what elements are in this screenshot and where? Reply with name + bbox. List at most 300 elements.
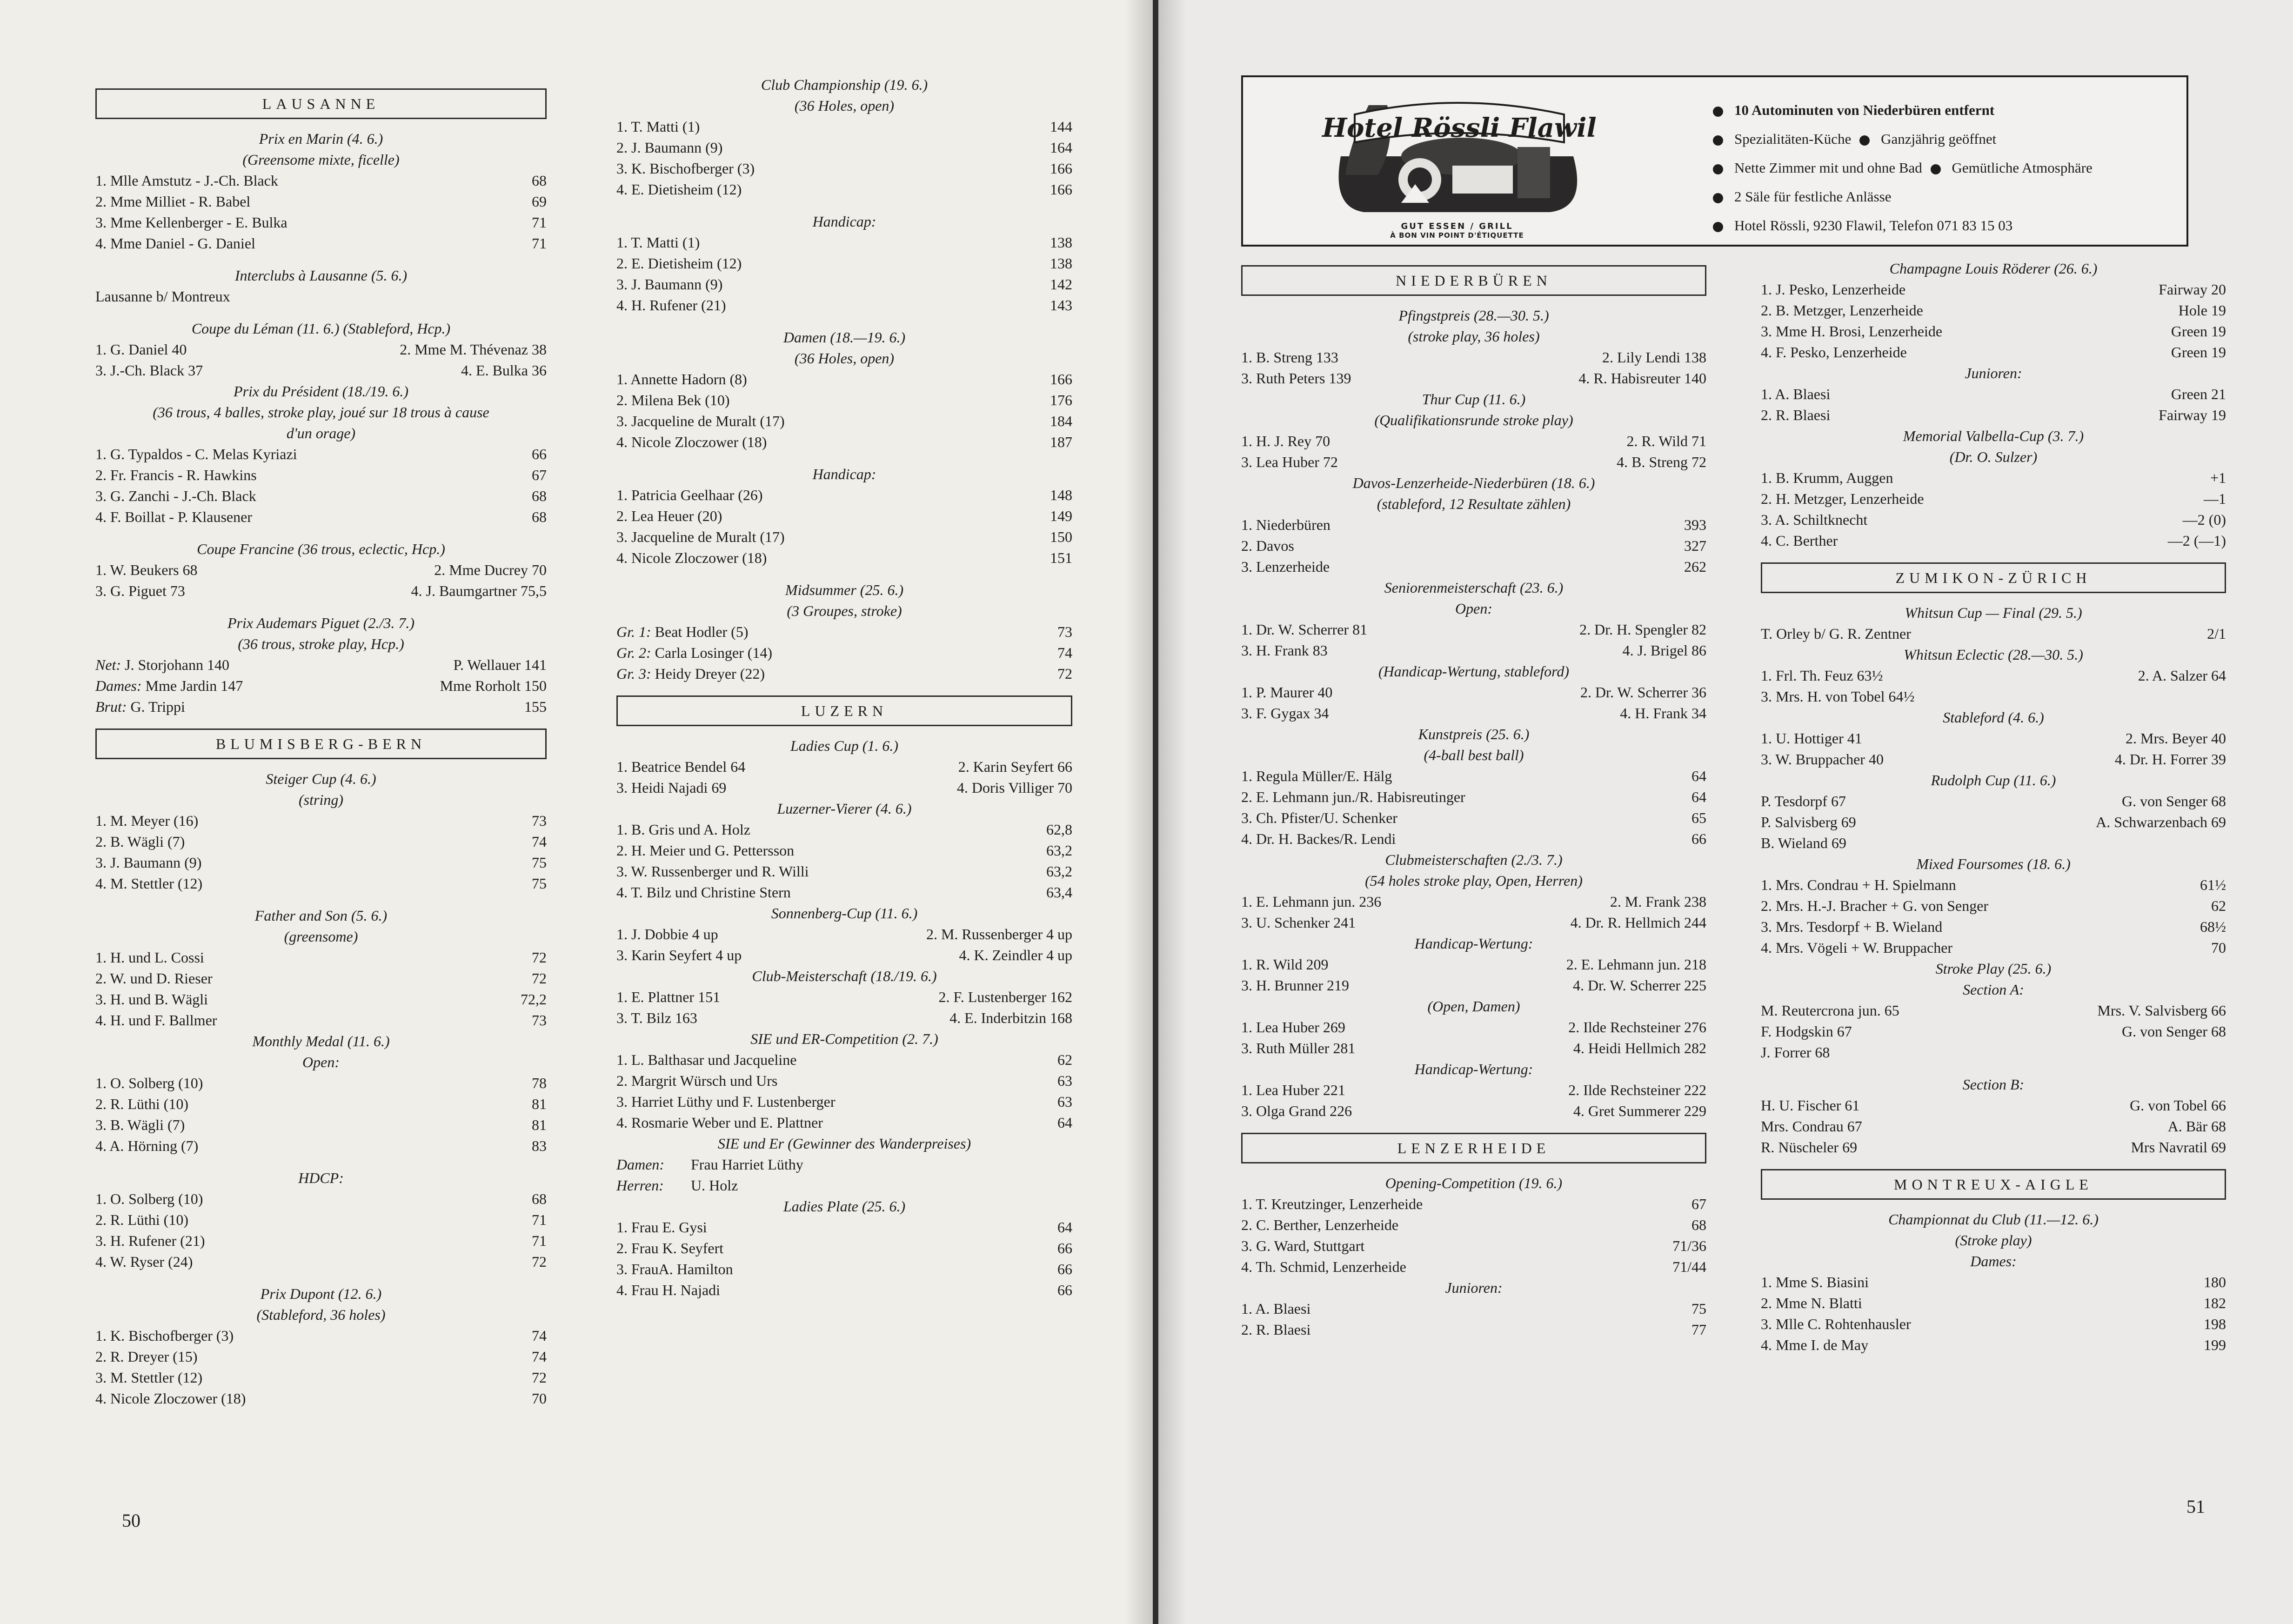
competition-title: SIE und Er (Gewinner des Wanderpreises) — [717, 1135, 971, 1152]
competition-title: (Stableford, 36 holes) — [256, 1306, 386, 1323]
competition-title: (Dr. O. Sulzer) — [1949, 448, 2038, 465]
entry-text: 2. R. Lüthi (10) — [95, 1096, 188, 1112]
hotel-logo-sub2: À BON VIN POINT D'ÉTIQUETTE — [1390, 231, 1524, 240]
entry-text: 4. Heidi Hellmich 282 — [1573, 1040, 1706, 1056]
entry-text: 1. M. Meyer (16) — [95, 812, 199, 829]
club-section-header: ZUMIKON-ZÜRICH — [1761, 562, 2226, 593]
result-row — [1761, 321, 2226, 342]
entry-text: 4. Nicole Zloczower (18) — [616, 434, 767, 450]
result-row — [616, 819, 1072, 840]
hotel-logo-sub: GUT ESSEN / GRILL — [1401, 221, 1513, 231]
competition-title: Monthly Medal (11. 6.) — [252, 1033, 390, 1049]
entry-text: 2. Ilde Rechsteiner 222 — [1568, 1082, 1706, 1098]
ad-text-3b: Gemütliche Atmosphäre — [1952, 160, 2092, 176]
entry-text: 75 — [532, 875, 547, 892]
entry-text: 68 — [532, 508, 547, 525]
competition-title: (Qualifikationsrunde stroke play) — [1374, 412, 1573, 428]
competition-title: Opening-Competition (19. 6.) — [1385, 1175, 1563, 1191]
entry-text: 3. H. Frank 83 — [1241, 642, 1328, 659]
entry-text: 2. Frau K. Seyfert — [616, 1240, 724, 1256]
entry-text: 81 — [532, 1116, 547, 1133]
result-row — [95, 191, 547, 212]
entry-text: 68 — [1691, 1216, 1706, 1233]
entry-text: 4. Doris Villiger 70 — [956, 779, 1072, 796]
competition-title: Junioren: — [1445, 1279, 1503, 1296]
entry-text: 1. O. Solberg (10) — [95, 1190, 203, 1207]
entry-text: 1. Beatrice Bendel 64 — [616, 758, 746, 775]
entry-text: 4. Dr. H. Backes/R. Lendi — [1241, 830, 1396, 847]
labeled-result-row — [616, 1175, 1072, 1196]
spacer — [616, 568, 1072, 580]
entry-text: 4. E. Bulka 36 — [461, 362, 547, 379]
entry-text: 3. Mrs. H. von Tobel 64½ — [1761, 688, 1915, 705]
competition-title: Kunstpreis (25. 6.) — [1418, 726, 1530, 742]
result-row-pair — [616, 756, 1072, 777]
entry-text: 1. H. und L. Cossi — [95, 949, 204, 966]
competition-title: Whitsun Eclectic (28.—30. 5.) — [1904, 646, 2083, 663]
entry-text: 4. E. Dietisheim (12) — [616, 181, 742, 198]
entry-text: 3. Olga Grand 226 — [1241, 1103, 1352, 1119]
ad-line-5 — [1713, 211, 2092, 240]
competition-title: HDCP: — [298, 1170, 344, 1186]
entry-text: 1. T. Kreutzinger, Lenzerheide — [1241, 1196, 1423, 1212]
competition-title: Coupe Francine (36 trous, eclectic, Hcp.) — [197, 541, 445, 557]
entry-text: 1. Frl. Th. Feuz 63½ — [1761, 667, 1883, 684]
competition-title: Rudolph Cup (11. 6.) — [1931, 772, 2056, 789]
competition-title: Thur Cup (11. 6.) — [1422, 391, 1526, 408]
result-row-pair — [1761, 728, 2226, 749]
result-row — [1241, 556, 1706, 577]
entry-text: Mrs. Condrau 67 — [1761, 1118, 1862, 1135]
entry-text: 1. A. Blaesi — [1241, 1300, 1311, 1317]
entry-text: 3. G. Ward, Stuttgart — [1241, 1237, 1365, 1254]
entry-text: 2. Fr. Francis - R. Hawkins — [95, 467, 257, 483]
entry-text: 67 — [1691, 1196, 1706, 1212]
entry-text: 70 — [2211, 939, 2226, 956]
entry-text: Hole 19 — [2178, 302, 2226, 319]
result-row — [95, 1010, 547, 1031]
entry-text: 2. M. Russenberger 4 up — [926, 926, 1072, 942]
competition-title: Whitsun Cup — Final (29. 5.) — [1905, 604, 2082, 621]
entry-text — [1993, 686, 2226, 707]
result-row — [1241, 829, 1706, 849]
entry-text: 2. Karin Seyfert 66 — [958, 758, 1072, 775]
result-row — [616, 1259, 1072, 1280]
entry-text: —2 (—1) — [2167, 532, 2226, 549]
entry-text: 74 — [532, 833, 547, 850]
result-row — [1241, 1256, 1706, 1277]
entry-text: 149 — [1050, 508, 1072, 524]
entry-text: 64 — [1057, 1219, 1072, 1236]
result-row — [95, 873, 547, 894]
result-row-pair — [1761, 1116, 2226, 1137]
competition-title: Seniorenmeisterschaft (23. 6.) — [1384, 579, 1564, 596]
spacer — [1761, 1063, 2226, 1074]
competition-title: Dames: — [1970, 1253, 2017, 1270]
entry-text: 4. H. und F. Ballmer — [95, 1012, 217, 1029]
result-row — [616, 179, 1072, 200]
competition-title: (Stroke play) — [1955, 1232, 2032, 1249]
result-row — [616, 295, 1072, 316]
entry-text: 3. H. Rufener (21) — [95, 1232, 205, 1249]
entry-text: Carla Losinger (14) — [651, 644, 773, 661]
bullet-icon — [1713, 164, 1723, 174]
competition-title: Davos-Lenzerheide-Niederbüren (18. 6.) — [1352, 475, 1595, 491]
competition-title: Open: — [302, 1054, 340, 1070]
competition-title: Ladies Cup (1. 6.) — [790, 737, 898, 754]
entry-text: 74 — [532, 1327, 547, 1344]
result-row — [1761, 509, 2226, 530]
result-row-pair — [1241, 1017, 1706, 1038]
result-row — [616, 1217, 1072, 1238]
result-row — [616, 1091, 1072, 1112]
hotel-logo-name: Hotel Rössli Flawil — [1322, 113, 1597, 143]
competition-title: (54 holes stroke play, Open, Herren) — [1365, 872, 1583, 889]
result-row — [95, 286, 547, 307]
entry-text: 1. B. Gris und A. Holz — [616, 821, 750, 838]
entry-text: 1. K. Bischofberger (3) — [95, 1327, 234, 1344]
entry-text: 63 — [1057, 1093, 1072, 1110]
spacer — [95, 1272, 547, 1283]
result-row — [616, 253, 1072, 274]
competition-title: (36 trous, stroke play, Hcp.) — [238, 635, 404, 652]
entry-text: 3. Mme Kellenberger - E. Bulka — [95, 214, 287, 231]
competition-title: Memorial Valbella-Cup (3. 7.) — [1903, 428, 2084, 444]
result-row — [95, 1388, 547, 1409]
competition-title: Ladies Plate (25. 6.) — [783, 1198, 906, 1215]
labeled-entry — [616, 642, 772, 663]
entry-text: 1. Mme S. Biasini — [1761, 1274, 1869, 1290]
labeled-result-row — [616, 663, 1072, 684]
entry-text: 2. Davos — [1241, 537, 1294, 554]
result-row-pair — [1761, 1000, 2226, 1021]
entry-text: 64 — [1057, 1114, 1072, 1131]
entry-text: 3. Lea Huber 72 — [1241, 454, 1338, 470]
result-row — [95, 507, 547, 528]
labeled-result-row — [616, 642, 1072, 663]
result-row-pair — [1241, 912, 1706, 933]
hotel-logo-tagline — [1313, 221, 1601, 240]
entry-text: 3. H. Brunner 219 — [1241, 977, 1349, 994]
entry-text: 72 — [532, 970, 547, 987]
entry-text: 2. Mme N. Blatti — [1761, 1295, 1862, 1311]
labeled-entry — [616, 622, 748, 642]
result-row — [616, 840, 1072, 861]
result-row — [616, 1280, 1072, 1301]
entry-text: 75 — [1691, 1300, 1706, 1317]
entry-text: 199 — [2204, 1337, 2226, 1353]
result-row — [95, 968, 547, 989]
entry-text: 3. M. Stettler (12) — [95, 1369, 203, 1386]
entry-text: 2. J. Baumann (9) — [616, 139, 723, 156]
entry-text: 2. Margrit Würsch und Urs — [616, 1072, 778, 1089]
bullet-icon — [1713, 193, 1723, 203]
entry-text: 63,4 — [1046, 884, 1072, 901]
competition-title: Champagne Louis Röderer (26. 6.) — [1889, 260, 2098, 277]
result-row — [1761, 384, 2226, 405]
result-row-pair — [1761, 812, 2226, 833]
entry-text: 4. W. Ryser (24) — [95, 1253, 193, 1270]
entry-text: 2. Mrs. H.-J. Bracher + G. von Senger — [1761, 897, 1989, 914]
entry-text: 2. Mme Ducrey 70 — [434, 561, 547, 578]
competition-title: SIE und ER-Competition (2. 7.) — [750, 1030, 938, 1047]
competition-title: (4-ball best ball) — [1424, 747, 1524, 763]
entry-text: 63,2 — [1046, 863, 1072, 880]
entry-text: 2. E. Lehmann jun. 218 — [1566, 956, 1706, 973]
entry-text: 3. Harriet Lüthy und F. Lustenberger — [616, 1093, 836, 1110]
entry-text: 2. Mme Milliet - R. Babel — [95, 193, 251, 210]
result-row — [95, 1115, 547, 1136]
result-row — [1241, 787, 1706, 808]
result-row — [95, 831, 547, 852]
entry-text — [1993, 833, 2226, 854]
result-row — [95, 810, 547, 831]
ad-text-5: Hotel Rössli, 9230 Flawil, Telefon 071 83 15 03 — [1734, 217, 2013, 234]
result-row — [95, 989, 547, 1010]
entry-text: 4. H. Rufener (21) — [616, 297, 726, 314]
entry-text: 166 — [1050, 371, 1072, 388]
result-row-pair — [1241, 452, 1706, 473]
entry-text: 68 — [532, 488, 547, 504]
result-row — [1761, 1335, 2226, 1356]
result-row — [1241, 766, 1706, 787]
result-row-pair — [1241, 975, 1706, 996]
entry-text: 166 — [1050, 160, 1072, 177]
entry-text: 2/1 — [2207, 625, 2226, 642]
entry-text: 1. R. Wild 209 — [1241, 956, 1329, 973]
spacer — [1761, 1158, 2226, 1169]
entry-text: Damen: — [616, 1156, 665, 1173]
entry-text: 63 — [1057, 1072, 1072, 1089]
labeled-result-row — [616, 1154, 1072, 1175]
competition-title: (stroke play, 36 holes) — [1408, 328, 1540, 345]
competition-title: Sonnenberg-Cup (11. 6.) — [771, 905, 918, 922]
result-row-pair — [1761, 749, 2226, 770]
entry-text: —1 — [2204, 490, 2226, 507]
competition-title: Prix Audemars Piguet (2./3. 7.) — [227, 615, 414, 631]
result-row — [616, 1070, 1072, 1091]
entry-text: 4. C. Berther — [1761, 532, 1838, 549]
result-row — [616, 485, 1072, 506]
entry-text: Gr. 2: — [616, 644, 651, 661]
entry-text: Herren: — [616, 1177, 664, 1194]
entry-text: 1. A. Blaesi — [1761, 386, 1831, 402]
entry-text: 62 — [2211, 897, 2226, 914]
competition-title: (stableford, 12 Resultate zählen) — [1377, 495, 1571, 512]
entry-text: 3. W. Russenberger und R. Willi — [616, 863, 809, 880]
competition-title: (Handicap-Wertung, stableford) — [1378, 663, 1570, 680]
result-row — [1761, 875, 2226, 896]
labeled-result-row — [95, 696, 547, 717]
ad-line-4 — [1713, 182, 2092, 211]
competition-title: Section A: — [1963, 981, 2024, 998]
left-column-1 — [95, 88, 547, 1409]
ad-text-1: 10 Autominuten von Niederbüren entfernt — [1734, 102, 1995, 118]
result-row — [95, 1325, 547, 1346]
entry-text: 182 — [2204, 1295, 2226, 1311]
entry-text: 4. R. Habisreuter 140 — [1578, 370, 1706, 387]
bullet-icon — [1713, 107, 1723, 117]
entry-text: Green 19 — [2171, 323, 2226, 340]
entry-text: F. Hodgskin 67 — [1761, 1023, 1852, 1040]
labeled-entry — [95, 696, 185, 717]
entry-text: 2. M. Frank 238 — [1610, 893, 1706, 910]
result-row-pair — [1241, 1038, 1706, 1059]
result-row — [1241, 1215, 1706, 1236]
ad-line-2 — [1713, 125, 2092, 154]
entry-text: 1. J. Dobbie 4 up — [616, 926, 718, 942]
competition-title: Handicap: — [812, 466, 876, 482]
entry-text: 71 — [532, 235, 547, 252]
entry-text: 3. Ch. Pfister/U. Schenker — [1241, 809, 1397, 826]
result-row — [95, 1094, 547, 1115]
entry-text: Mrs Navratil 69 — [2131, 1139, 2226, 1156]
entry-text: 3. Heidi Najadi 69 — [616, 779, 727, 796]
entry-text: 3. B. Wägli (7) — [95, 1116, 185, 1133]
entry-text: 4. E. Inderbitzin 168 — [949, 1009, 1072, 1026]
result-row — [1761, 279, 2226, 300]
result-row — [1761, 405, 2226, 426]
spacer — [616, 684, 1072, 695]
bullet-icon — [1859, 135, 1870, 146]
competition-title: Stableford (4. 6.) — [1943, 709, 2044, 726]
competition-title: Clubmeisterschaften (2./3. 7.) — [1385, 851, 1563, 868]
entry-text: 74 — [1057, 644, 1072, 661]
competition-title: Junioren: — [1965, 365, 2022, 381]
labeled-entry — [95, 675, 243, 696]
entry-text: 1. P. Maurer 40 — [1241, 684, 1333, 701]
result-row — [616, 1238, 1072, 1259]
result-row — [1761, 488, 2226, 509]
result-row — [1761, 342, 2226, 363]
result-row — [1761, 300, 2226, 321]
entry-text: 3. T. Bilz 163 — [616, 1009, 697, 1026]
labeled-entry — [95, 655, 229, 675]
result-row-pair — [95, 339, 547, 360]
competition-title: (string) — [299, 791, 343, 808]
result-row — [1241, 1236, 1706, 1256]
entry-text: 72 — [532, 1369, 547, 1386]
entry-text: 1. T. Matti (1) — [616, 234, 700, 251]
entry-text: 155 — [524, 698, 547, 715]
spacer — [95, 717, 547, 728]
entry-text: 4. F. Pesko, Lenzerheide — [1761, 344, 1907, 361]
entry-text: Lausanne b/ Montreux — [95, 288, 230, 305]
club-section-header: NIEDERBÜREN — [1241, 265, 1706, 296]
ad-text-3a: Nette Zimmer mit und ohne Bad — [1734, 160, 1922, 176]
entry-text: 2. Milena Bek (10) — [616, 392, 730, 408]
result-row — [616, 390, 1072, 411]
result-row — [95, 1346, 547, 1367]
competition-title: (greensome) — [284, 928, 358, 945]
result-row-pair — [1241, 640, 1706, 661]
entry-text: 62,8 — [1046, 821, 1072, 838]
ad-text-2b: Ganzjährig geöffnet — [1881, 131, 1997, 147]
entry-text: G. Trippi — [127, 698, 185, 715]
entry-text: 184 — [1050, 413, 1072, 429]
result-row-pair — [1241, 703, 1706, 724]
entry-text: +1 — [2210, 469, 2226, 486]
competition-title: Coupe du Léman (11. 6.) (Stableford, Hcp.) — [191, 320, 451, 337]
entry-text: 4. Nicole Zloczower (18) — [95, 1390, 246, 1407]
entry-text: 151 — [1050, 549, 1072, 566]
result-row — [95, 233, 547, 254]
result-row — [95, 1136, 547, 1156]
entry-text: 70 — [532, 1390, 547, 1407]
entry-text: 2. R. Dreyer (15) — [95, 1348, 198, 1365]
result-row — [616, 882, 1072, 903]
entry-text: 4. F. Boillat - P. Klausener — [95, 508, 252, 525]
result-row — [95, 170, 547, 191]
competition-title: Prix Dupont (12. 6.) — [260, 1285, 382, 1302]
entry-text: 66 — [1057, 1282, 1072, 1298]
entry-text: 3. W. Bruppacher 40 — [1761, 751, 1884, 768]
competition-title: Luzerner-Vierer (4. 6.) — [777, 800, 912, 817]
result-row — [1761, 937, 2226, 958]
result-row — [1241, 1298, 1706, 1319]
result-row — [616, 411, 1072, 432]
entry-text: G. von Senger 68 — [2122, 793, 2226, 809]
result-row-pair — [1241, 431, 1706, 452]
right-page — [1158, 0, 2293, 1624]
entry-text: 71 — [532, 1211, 547, 1228]
competition-title: Prix en Marin (4. 6.) — [259, 130, 383, 147]
club-section-header: MONTREUX-AIGLE — [1761, 1169, 2226, 1200]
entry-text: 2. F. Lustenberger 162 — [938, 989, 1072, 1005]
entry-text: 3. U. Schenker 241 — [1241, 914, 1356, 931]
entry-text: 65 — [1691, 809, 1706, 826]
competition-title: Interclubs à Lausanne (5. 6.) — [234, 267, 408, 284]
entry-text: Gr. 3: — [616, 665, 651, 682]
competition-title: Stroke Play (25. 6.) — [1935, 960, 2052, 977]
result-row-pair — [1241, 347, 1706, 368]
right-column-2 — [1761, 258, 2226, 1356]
entry-text: Beat Hodler (5) — [651, 623, 749, 640]
entry-text: J. Storjohann 140 — [121, 656, 229, 673]
competition-title: (36 Holes, open) — [794, 350, 895, 367]
competition-title: Section B: — [1962, 1076, 2025, 1093]
entry-text: 72 — [532, 1253, 547, 1270]
entry-text: 67 — [532, 467, 547, 483]
result-row — [1761, 530, 2226, 551]
spacer — [1241, 1122, 1706, 1133]
entry-text: Fairway 19 — [2159, 407, 2226, 423]
competition-title: Prix du Président (18./19. 6.) — [234, 383, 408, 400]
entry-text: 1. G. Daniel 40 — [95, 341, 187, 358]
spacer — [95, 307, 547, 318]
entry-text: 4. J. Brigel 86 — [1622, 642, 1706, 659]
entry-text: 81 — [532, 1096, 547, 1112]
competition-title: d'un orage) — [286, 425, 356, 441]
entry-text: 66 — [1691, 830, 1706, 847]
entry-text: Gr. 1: — [616, 623, 651, 640]
result-row-pair — [1761, 686, 2226, 707]
entry-text: 2. C. Berther, Lenzerheide — [1241, 1216, 1399, 1233]
page-number-right: 51 — [2186, 1496, 2205, 1517]
result-row — [616, 861, 1072, 882]
entry-text: 1. B. Streng 133 — [1241, 349, 1338, 366]
spacer — [95, 894, 547, 905]
result-row — [95, 1210, 547, 1230]
competition-title: Midsummer (25. 6.) — [785, 581, 904, 598]
competition-title: Handicap-Wertung: — [1414, 1061, 1533, 1077]
result-row-pair — [1761, 1021, 2226, 1042]
entry-text: 1. Mrs. Condrau + H. Spielmann — [1761, 876, 1956, 893]
result-row-pair — [1761, 1095, 2226, 1116]
entry-text: 62 — [1057, 1051, 1072, 1068]
result-row-pair — [616, 987, 1072, 1008]
competition-title: (Open, Damen) — [1427, 998, 1520, 1015]
